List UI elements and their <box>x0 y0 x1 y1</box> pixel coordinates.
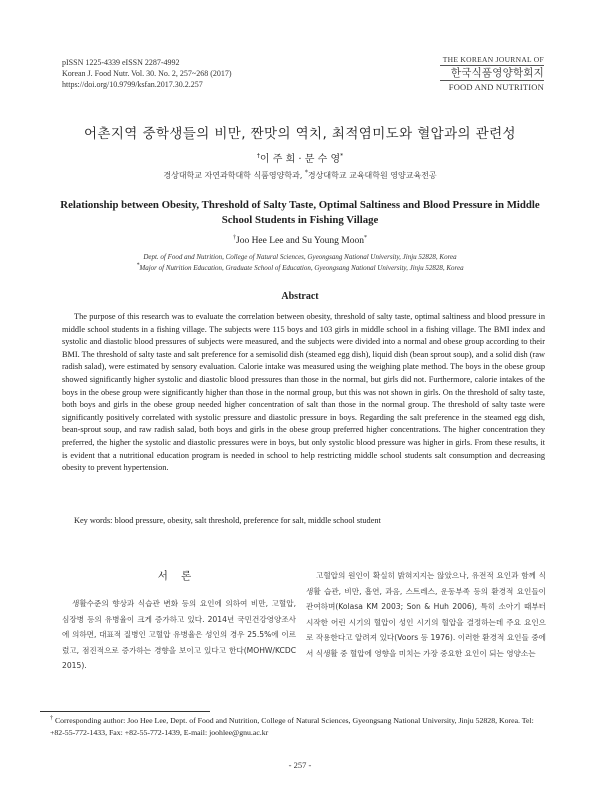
journal-name-top: THE KOREAN JOURNAL OF <box>440 55 544 66</box>
citation-line: Korean J. Food Nutr. Vol. 30. No. 2, 257~268 (2017) <box>62 69 232 78</box>
corresponding-mark: † <box>256 152 260 160</box>
english-title: Relationship between Obesity, Threshold of Salty Taste, Optimal Saltiness and Blood Pressure in Middle School Students in Fishing Village <box>60 199 540 226</box>
english-authors <box>0 236 600 246</box>
korean-authors <box>0 150 600 165</box>
keywords: Key words: blood pressure, obesity, salt threshold, preference for salt, middle school student <box>74 516 381 525</box>
korean-affiliation <box>0 170 600 181</box>
footnote-text: Corresponding author: Joo Hee Lee, Dept. of Food and Nutrition, College of Natural Sciences, Gyeongsang National University, Jinju 52828, Korea. Tel: +82-55-772-1433, Fax: +82-55-772-1439, E-mail: joohlee@gnu.ac.kr <box>50 716 534 737</box>
abstract-heading: Abstract <box>281 291 319 302</box>
doi-link[interactable]: https://doi.org/10.9799/ksfan.2017.30.2.257 <box>62 80 203 89</box>
body-left-column: 생활수준의 향상과 식습관 변화 등의 요인에 의하여 비만, 고혈압, 심장병 등의 유병율이 크게 증가하고 있다. 2014년 국민건강영양조사에 의하면, 대표적 질병인 고혈압 유병율은 성인의 경우 25.5%에 이르렀고, 점진적으로 증가하는 경향을 보이고 있다고 한다(MOHW/KCDC 2015). <box>62 599 296 670</box>
affiliation-mark: * <box>304 169 308 177</box>
korean-title: 어촌지역 중학생들의 비만, 짠맛의 역치, 최적염미도와 혈압과의 관련성 <box>83 126 516 142</box>
english-affiliation-2: Major of Nutrition Education, Graduate School of Education, Gyeongsang National University, Jinju 52828, Korea <box>139 264 464 272</box>
footnote-divider <box>40 711 210 712</box>
publication-info <box>62 57 232 90</box>
english-author-names: Joo Hee Lee and Su Young Moon <box>236 236 364 246</box>
korean-affiliation-2: 경상대학교 교육대학원 영양교육전공 <box>307 171 437 180</box>
body-right-column: 고혈압의 원인이 확실히 밝혀지지는 않았으나, 유전적 요인과 함께 식생활 습관, 비만, 흡연, 과음, 스트레스, 운동부족 등의 환경적 요인들이 관여하며(Kolasa KM 2003; Son & Huh 2006), 특히 소아기 때부터 시작한 어린 시기의 혈압이 성인 시기의 혈압을 결정하는데 주요 요인으로 작용한다고 알려져 있다(Voors 등 1976). 이러한 환경적 요인들 중에서 식생활 중 혈압에 영향을 미치는 가장 중요한 요인이 되는 영양소는 <box>306 571 546 658</box>
affiliation-mark: * <box>363 234 367 241</box>
journal-logo <box>440 55 544 92</box>
section-heading: 서 론 <box>157 570 197 582</box>
journal-name-korean: 한국식품영양학회지 <box>450 67 544 79</box>
corresponding-mark: † <box>50 715 53 722</box>
corresponding-mark: † <box>233 234 236 241</box>
journal-name-bottom: FOOD AND NUTRITION <box>440 80 544 92</box>
affiliation-mark: * <box>340 152 344 160</box>
abstract-text: The purpose of this research was to evaluate the correlation between obesity, threshold of salty taste, optimal saltiness and blood pressure in middle school students in a fishing village. The subjects were 115 boys and 103 girls in middle school in a fishing village. The BMI index and systolic and diastolic blood pressures of subjects were measured, and the subjects were divided into a normal and obese group according to their BMI. The threshold of salty taste and salt preference for a semisolid dish (steamed egg dish), liquid dish (bean sprout soup), and a solid dish (raw radish salad), were estimated by sensory evaluation. Calorie intake was measured using the weighing plate method. The boys in the obese group showed significantly higher systolic and diastolic blood pressures than those in the normal, but girls did not. Furthermore, calorie intakes of the boys in the obese group were significantly higher than those in the normal group, but this was not shown in girls. On the threshold of salty taste, both boys and girls in the obese group needed higher concentration of salt than those in the normal group. The threshold of salty taste were significantly positively correlated with systolic pressure and diastolic pressure in boys. Regarding the salt preference in the steamed egg dish, bean-sprout soup, and raw radish salad, both boys and girls in the obese group preferred higher concentrations. The higher concentration they preferred, the higher the systolic and diastolic pressures were in boys, but only systolic blood pressure was higher in girls. From these results, it is evident that a nutritional education program is needed in school to help restricting middle school students salt consumption and decreasing obesity to prevent hypertension. <box>62 312 545 473</box>
korean-affiliation-1: 경상대학교 자연과학대학 식품영양학과, <box>163 171 305 180</box>
korean-author-names: 이 주 희 · 문 수 영 <box>259 154 341 165</box>
issn-line: pISSN 1225-4339 eISSN 2287-4992 <box>62 58 180 67</box>
affiliation-mark: * <box>136 262 140 269</box>
english-affiliation-2-wrap <box>0 263 600 274</box>
page-number: - 257 - <box>288 760 312 770</box>
english-affiliation-1: Dept. of Food and Nutrition, College of Natural Sciences, Gyeongsang National University, Jinju 52828, Korea <box>143 253 457 261</box>
english-affiliation <box>0 252 600 274</box>
footnote <box>50 715 550 739</box>
